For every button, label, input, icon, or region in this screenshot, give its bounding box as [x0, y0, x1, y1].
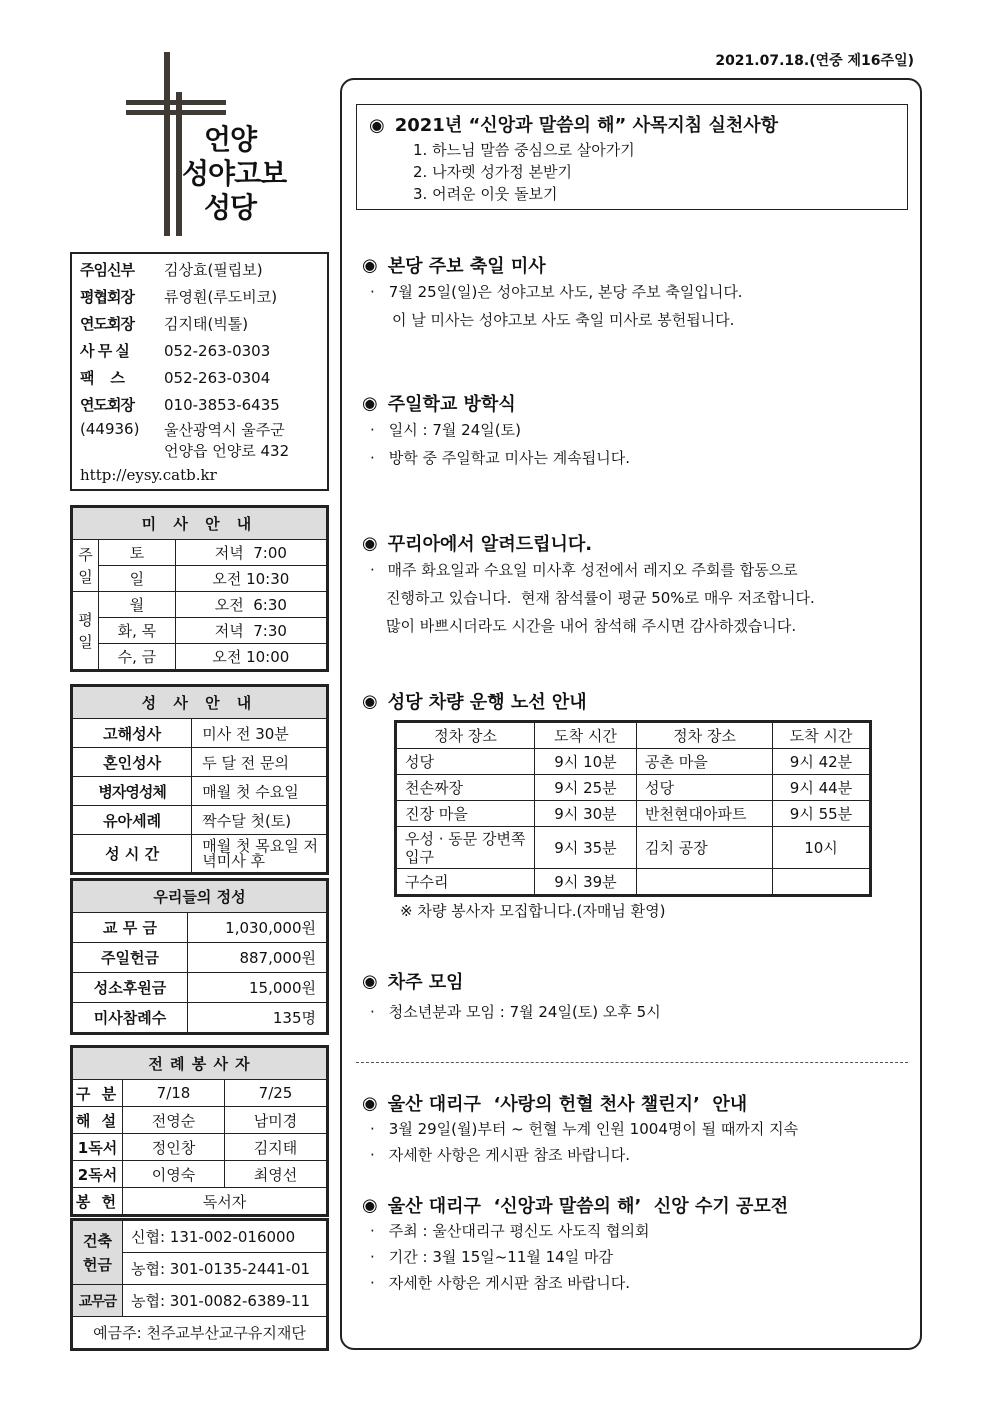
bus-stop: 김치 공장 [637, 827, 773, 869]
bus-header: 도착 시간 [535, 723, 637, 749]
mass-day: 토 [99, 540, 176, 566]
table-row [73, 1317, 327, 1349]
section-line: 청소년분과 모임 : 7월 24일(토) 오후 5시 [388, 1003, 661, 1021]
section-line: 매주 화요일과 수요일 미사후 성전에서 레지오 주회를 합동으로 [382, 561, 798, 579]
liturgy-name: 정인창 [123, 1134, 225, 1161]
table-row [73, 973, 327, 1003]
info-value: 김지태(빅톨) [164, 315, 249, 333]
bullet-icon: ◉ [369, 115, 385, 136]
bus-header: 정차 장소 [637, 723, 773, 749]
section-title: 주일학교 방학식 [387, 394, 516, 415]
weekday-label: 평일 [73, 592, 99, 670]
dot-icon: · [370, 1146, 375, 1164]
sacrament-value: 두 달 전 문의 [192, 748, 327, 777]
section-title: 울산 대리구 ‘신앙과 말씀의 해’ 신앙 수기 공모전 [387, 1196, 789, 1217]
section-essay-contest [362, 1192, 917, 1296]
logo-line-3: 성당 [204, 191, 257, 224]
section-line: 방학 중 주일학교 미사는 계속됩니다. [388, 449, 630, 467]
bus-stop: 공촌 마을 [637, 749, 773, 775]
bulletin-date: 2021.07.18.(연중 제16주일) [715, 53, 914, 69]
liturgy-date: 7/18 [123, 1080, 225, 1107]
bus-note: ※ 차량 봉사자 모집합니다.(자매님 환영) [400, 902, 666, 920]
bus-stop [637, 869, 773, 895]
section-line: 진행하고 있습니다. 현재 참석률이 평균 50%로 매우 저조합니다. [386, 589, 815, 607]
table-row [397, 775, 870, 801]
section-line: 7월 25일(일)은 성야고보 사도, 본당 주보 축일입니다. [388, 283, 743, 301]
info-value: 류영훤(루도비코) [164, 288, 278, 306]
bullet-icon: ◉ [362, 254, 378, 276]
mass-day: 일 [99, 566, 176, 592]
account-number: 신협: 131-002-016000 [123, 1221, 327, 1253]
mass-time: 오전 10:30 [175, 566, 326, 592]
liturgy-title: 전 례 봉 사 자 [73, 1048, 327, 1080]
sacrament-label: 유아세례 [73, 806, 192, 835]
liturgy-name: 최영선 [225, 1161, 327, 1188]
mass-title: 미 사 안 내 [73, 508, 327, 540]
dot-icon: · [370, 1120, 375, 1138]
bus-time: 9시 44분 [773, 775, 870, 801]
mass-time: 저녁 7:30 [175, 618, 326, 644]
info-row [80, 337, 319, 364]
table-row [73, 644, 327, 670]
section-school [362, 390, 917, 472]
liturgy-name: 이영숙 [123, 1161, 225, 1188]
section-curia [362, 530, 917, 640]
table-row [73, 592, 327, 618]
address-line-2: 언양읍 언양로 432 [164, 442, 290, 460]
offering-value: 887,000원 [188, 943, 327, 973]
info-label: 연도회장 [80, 315, 134, 333]
info-row [80, 256, 319, 283]
sacrament-value: 매월 첫 수요일 [192, 777, 327, 806]
dot-icon: · [370, 1222, 375, 1240]
info-value: 010-3853-6435 [164, 395, 280, 414]
bus-stop: 성당 [637, 775, 773, 801]
parish-logo [120, 52, 300, 242]
account-number: 농협: 301-0135-2441-01 [123, 1253, 327, 1285]
dot-icon: · [370, 561, 375, 579]
sacrament-label: 병자영성체 [73, 777, 192, 806]
section-line: 많이 바쁘시더라도 시간을 내어 참석해 주시면 감사하겠습니다. [386, 617, 797, 635]
bus-route-table [394, 720, 872, 897]
sacrament-label: 고해성사 [73, 719, 192, 748]
mass-day: 월 [99, 592, 176, 618]
bus-stop: 천손짜장 [397, 775, 535, 801]
dot-icon: · [370, 283, 375, 301]
bus-time: 9시 55분 [773, 801, 870, 827]
bus-time: 9시 42분 [773, 749, 870, 775]
logo-line-1: 언양 [204, 123, 257, 156]
divider [356, 1062, 908, 1063]
zip-code: (44936) [80, 420, 140, 438]
info-value: 052-263-0304 [164, 368, 271, 387]
offering-value: 135명 [188, 1003, 327, 1033]
info-label: 주임신부 [80, 261, 134, 279]
bus-header: 정차 장소 [397, 723, 535, 749]
offering-label: 교 무 금 [73, 913, 188, 943]
liturgy-servers-box [70, 1045, 329, 1217]
table-row [397, 827, 870, 869]
sacrament-value: 짝수달 첫(토) [192, 806, 327, 835]
list-item: 2. 나자렛 성가정 본받기 [413, 163, 573, 181]
sacrament-label: 성 시 간 [73, 835, 192, 873]
cross-vertical-1 [164, 52, 170, 236]
table-row [73, 943, 327, 973]
table-row [73, 1188, 327, 1215]
section-bus [362, 688, 917, 714]
table-row [73, 566, 327, 592]
list-item: 3. 어려운 이웃 돌보기 [413, 185, 558, 203]
mass-time: 오전 10:00 [175, 644, 326, 670]
mass-day: 화, 목 [99, 618, 176, 644]
info-row [80, 364, 319, 391]
liturgy-label: 봉 헌 [73, 1188, 123, 1215]
offering-value: 1,030,000원 [188, 913, 327, 943]
table-row [73, 1221, 327, 1253]
section-line: 주최 : 울산대리구 평신도 사도직 협의회 [388, 1222, 650, 1240]
bus-header: 도착 시간 [773, 723, 870, 749]
table-row [73, 806, 327, 835]
section-title: 성당 차량 운행 노선 안내 [387, 692, 587, 713]
sacrament-value: 미사 전 30분 [192, 719, 327, 748]
section-line: 이 날 미사는 성야고보 사도 축일 미사로 봉헌됩니다. [392, 311, 735, 329]
sacrament-value: 매월 첫 목요일 저녁미사 후 [192, 835, 327, 873]
building-fund-box [70, 1218, 329, 1351]
list-item: 1. 하느님 말씀 중심으로 살아가기 [413, 141, 635, 159]
liturgy-name: 김지태 [225, 1134, 327, 1161]
dot-icon: · [370, 1274, 375, 1292]
table-row [73, 913, 327, 943]
bus-stop: 반천현대아파트 [637, 801, 773, 827]
table-row [73, 777, 327, 806]
offering-value: 15,000원 [188, 973, 327, 1003]
announcements-panel [340, 78, 922, 1350]
bus-stop: 우성 · 동문 강변쪽 입구 [397, 827, 535, 869]
info-row [80, 391, 319, 418]
pastoral-title: 2021년 “신앙과 말씀의 해” 사목지침 실천사항 [394, 115, 779, 136]
table-row [73, 618, 327, 644]
table-row [397, 723, 870, 749]
mass-day: 수, 금 [99, 644, 176, 670]
table-row [73, 1107, 327, 1134]
info-row [80, 283, 319, 310]
table-row [73, 1134, 327, 1161]
account-number: 농협: 301-0082-6389-11 [123, 1285, 327, 1317]
table-row [73, 1003, 327, 1033]
website-link[interactable]: http://eysy.catb.kr [80, 466, 217, 484]
sacrament-label: 혼인성사 [73, 748, 192, 777]
section-line: 자세한 사항은 게시판 참조 바랍니다. [388, 1274, 630, 1292]
bullet-icon: ◉ [362, 1092, 378, 1114]
dot-icon: · [370, 421, 375, 439]
section-line: 일시 : 7월 24일(토) [388, 421, 521, 439]
parish-info-box [70, 252, 329, 491]
offering-label: 성소후원금 [73, 973, 188, 1003]
sacraments-box [70, 684, 329, 875]
liturgy-label: 해 설 [73, 1107, 123, 1134]
bus-stop: 성당 [397, 749, 535, 775]
section-next-meeting [362, 968, 917, 1026]
church-fee-label: 교무금 [73, 1285, 123, 1317]
info-label: 연도회장 [80, 396, 134, 414]
bullet-icon: ◉ [362, 392, 378, 414]
liturgy-label: 1독서 [73, 1134, 123, 1161]
cross-horizontal-2 [126, 110, 226, 115]
pastoral-guidelines-box [356, 104, 908, 210]
table-row [73, 835, 327, 873]
bus-time: 9시 25분 [535, 775, 637, 801]
table-row [73, 748, 327, 777]
section-title: 울산 대리구 ‘사랑의 헌혈 천사 챌린지’ 안내 [387, 1094, 748, 1115]
bus-time [773, 869, 870, 895]
section-line: 3월 29일(월)부터 ~ 헌혈 누계 인원 1004명이 될 때까지 지속 [388, 1120, 799, 1138]
table-row [397, 869, 870, 895]
bullet-icon: ◉ [362, 1194, 378, 1216]
bullet-icon: ◉ [362, 532, 378, 554]
section-title: 꾸리아에서 알려드립니다. [387, 534, 593, 555]
info-label: 평협회장 [80, 288, 134, 306]
dot-icon: · [370, 1248, 375, 1266]
liturgy-name: 남미경 [225, 1107, 327, 1134]
section-line: 기간 : 3월 15일~11월 14일 마감 [388, 1248, 613, 1266]
mass-time: 오전 6:30 [175, 592, 326, 618]
section-line: 자세한 사항은 게시판 참조 바랍니다. [388, 1146, 630, 1164]
bus-time: 9시 10분 [535, 749, 637, 775]
bullet-icon: ◉ [362, 970, 378, 992]
sunday-label: 주일 [73, 540, 99, 592]
sacraments-title: 성 사 안 내 [73, 687, 327, 719]
address-line-1: 울산광역시 울주군 [164, 421, 285, 439]
table-row [73, 540, 327, 566]
dot-icon: · [370, 449, 375, 467]
mass-time: 저녁 7:00 [175, 540, 326, 566]
info-label: 팩 스 [80, 369, 124, 387]
account-holder: 예금주: 천주교부산교구유지재단 [73, 1317, 327, 1349]
cross-horizontal-1 [126, 100, 226, 105]
offering-box [70, 878, 329, 1035]
section-blood-donation [362, 1090, 917, 1168]
table-row [73, 1285, 327, 1317]
bus-time: 9시 39분 [535, 869, 637, 895]
mass-schedule-box [70, 505, 329, 672]
liturgy-offering-value: 독서자 [123, 1188, 327, 1215]
info-value: 김상효(필립보) [164, 261, 263, 279]
liturgy-label: 2독서 [73, 1161, 123, 1188]
logo-line-2: 성야고보 [182, 157, 287, 190]
dot-icon: · [370, 1003, 375, 1021]
bus-time: 9시 30분 [535, 801, 637, 827]
table-row [73, 719, 327, 748]
table-row [397, 749, 870, 775]
offering-label: 미사참례수 [73, 1003, 188, 1033]
table-row [73, 1080, 327, 1107]
info-row [80, 310, 319, 337]
info-value: 052-263-0303 [164, 341, 271, 360]
section-feast [362, 252, 917, 334]
liturgy-date: 7/25 [225, 1080, 327, 1107]
bus-stop: 진장 마을 [397, 801, 535, 827]
bus-time: 10시 [773, 827, 870, 869]
offering-label: 주일헌금 [73, 943, 188, 973]
liturgy-name: 전영순 [123, 1107, 225, 1134]
bus-stop: 구수리 [397, 869, 535, 895]
address [80, 420, 319, 462]
info-label: 사 무 실 [80, 342, 129, 360]
bus-time: 9시 35분 [535, 827, 637, 869]
building-label: 건축헌금 [73, 1221, 123, 1285]
table-row [73, 1161, 327, 1188]
liturgy-label: 구 분 [73, 1080, 123, 1107]
section-title: 본당 주보 축일 미사 [387, 256, 546, 277]
bullet-icon: ◉ [362, 690, 378, 712]
table-row [397, 801, 870, 827]
section-title: 차주 모임 [387, 972, 464, 993]
offering-title: 우리들의 정성 [73, 881, 327, 913]
